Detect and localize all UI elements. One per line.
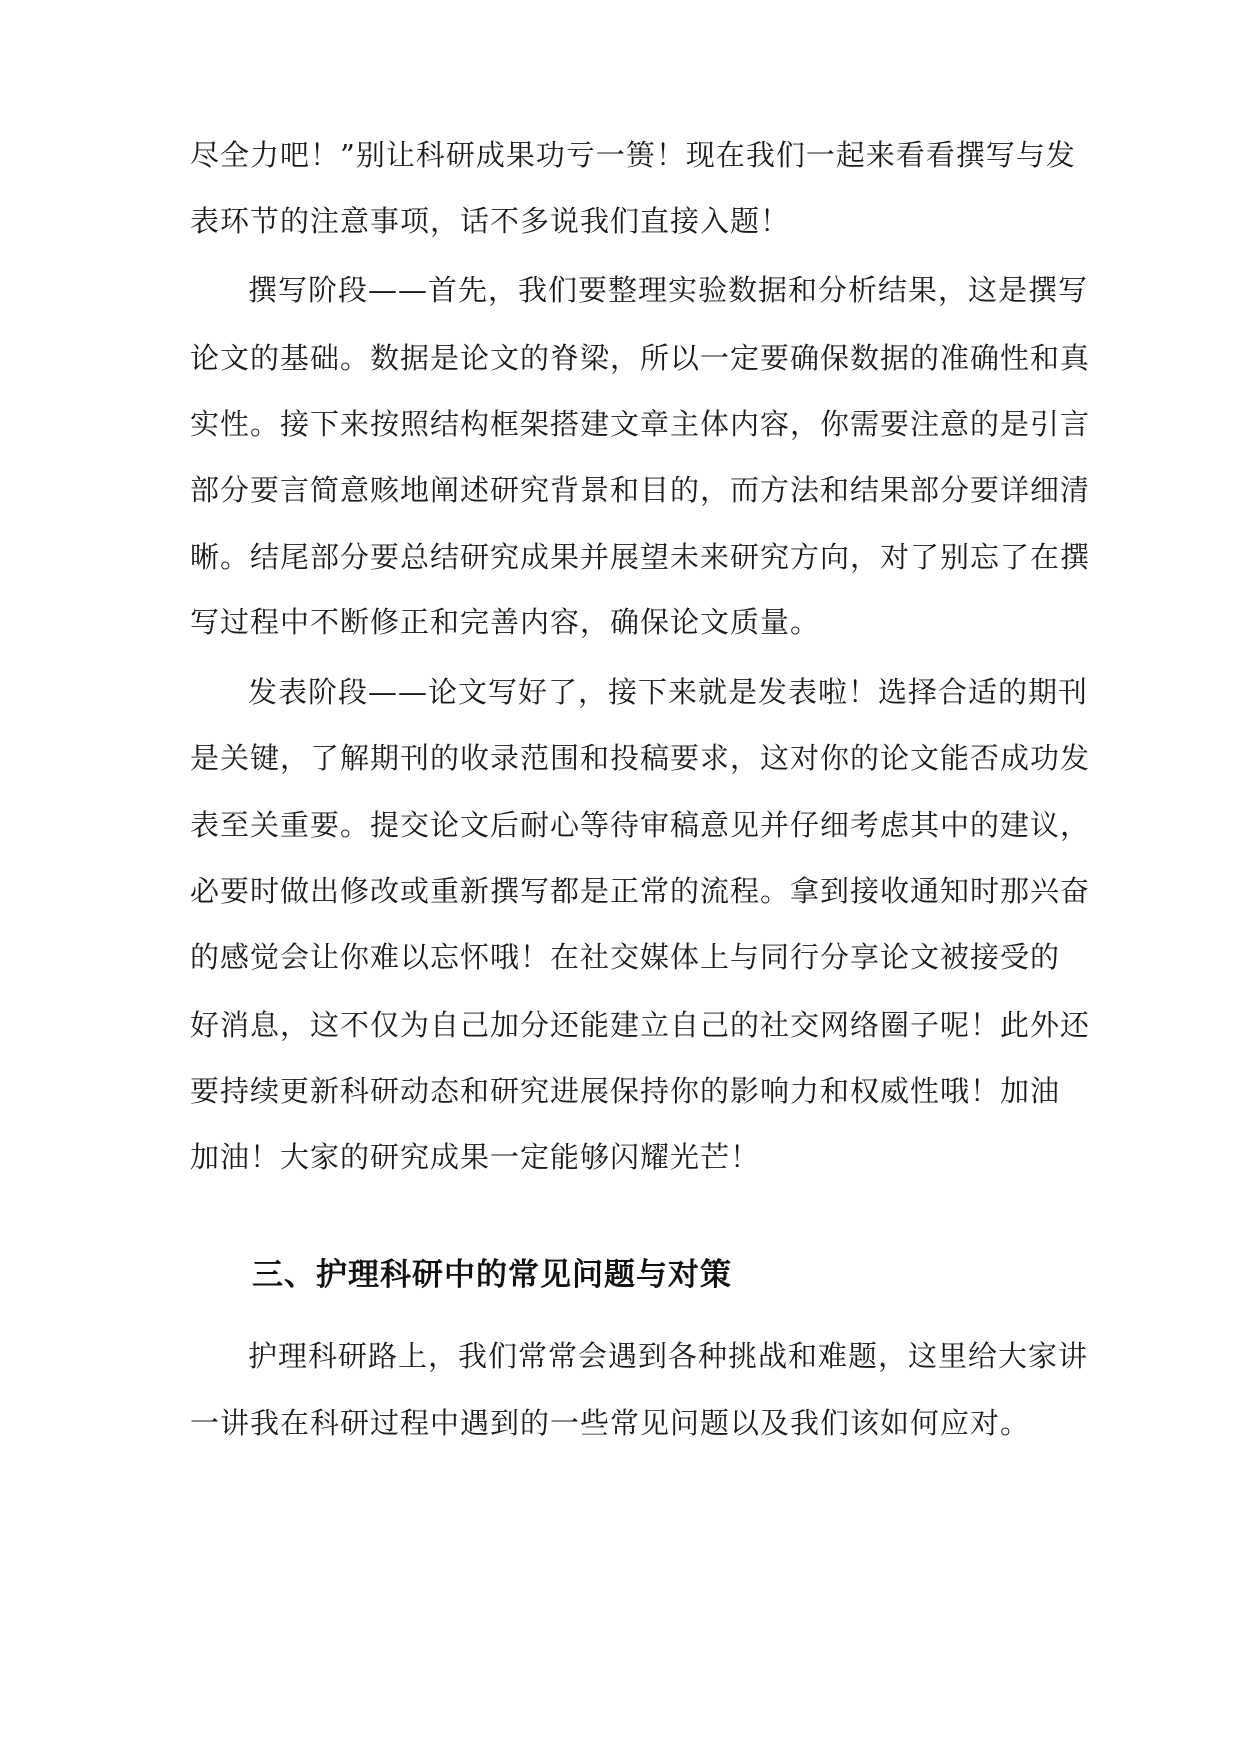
paragraph-line: 一讲我在科研过程中遇到的一些常见问题以及我们该如何应对。 [190,1406,1031,1440]
paragraph-line: 论文的基础。数据是论文的脊梁，所以一定要确保数据的准确性和真 [190,341,1091,375]
paragraph-line: 表至关重要。提交论文后耐心等待审稿意见并仔细考虑其中的建议， [190,808,1091,842]
paragraph-line: 是关键，了解期刊的收录范围和投稿要求，这对你的论文能否成功发 [190,741,1091,775]
section-heading: 三、护理科研中的常见问题与对策 [252,1257,732,1293]
paragraph-line: 护理科研路上，我们常常会遇到各种挑战和难题，这里给大家讲 [248,1339,1089,1373]
paragraph-line: 表环节的注意事项，话不多说我们直接入题！ [190,204,791,238]
paragraph-line: 撰写阶段——首先，我们要整理实验数据和分析结果，这是撰写 [248,273,1089,307]
paragraph-line: 好消息，这不仅为自己加分还能建立自己的社交网络圈子呢！此外还 [190,1008,1091,1042]
paragraph-line: 的感觉会让你难以忘怀哦！在社交媒体上与同行分享论文被接受的 [190,940,1061,974]
paragraph-line: 实性。接下来按照结构框架搭建文章主体内容，你需要注意的是引言 [190,407,1091,441]
paragraph-line: 晰。结尾部分要总结研究成果并展望未来研究方向，对了别忘了在撰 [190,540,1091,574]
paragraph-line: 部分要言简意赅地阐述研究背景和目的，而方法和结果部分要详细清 [190,473,1091,507]
paragraph-line: 加油！大家的研究成果一定能够闪耀光芒！ [190,1140,761,1174]
paragraph-line: 尽全力吧！”别让科研成果功亏一篑！现在我们一起来看看撰写与发 [190,138,1076,172]
paragraph-line: 发表阶段——论文写好了，接下来就是发表啦！选择合适的期刊 [248,675,1089,709]
paragraph-line: 要持续更新科研动态和研究进展保持你的影响力和权威性哦！加油 [190,1074,1061,1108]
paragraph-line: 写过程中不断修正和完善内容，确保论文质量。 [190,605,821,639]
paragraph-line: 必要时做出修改或重新撰写都是正常的流程。拿到接收通知时那兴奋 [190,874,1091,908]
